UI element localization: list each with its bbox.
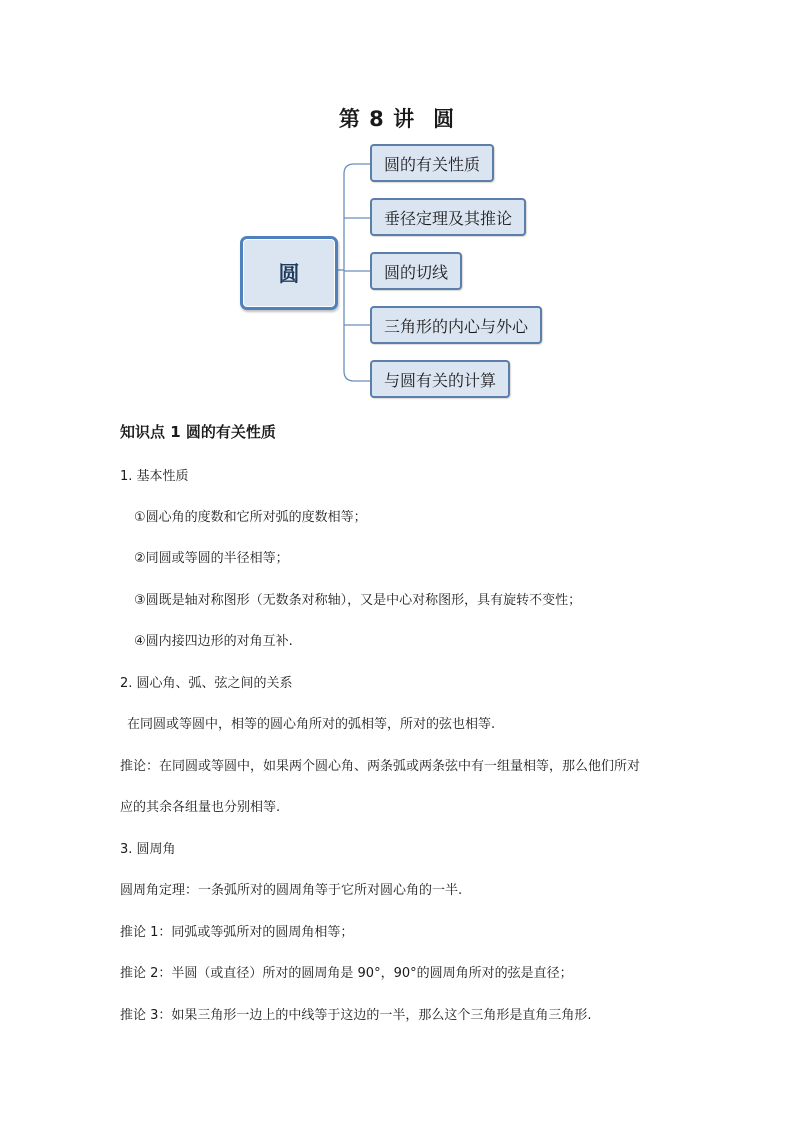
section-heading: 知识点 1 圆的有关性质 xyxy=(120,423,276,441)
inscribed-angle-corollary: 推论 3：如果三角形一边上的中线等于这边的一半，那么这个三角形是直角三角形. xyxy=(120,1008,592,1023)
inscribed-angle-corollary: 推论 2：半圆（或直径）所对的圆周角是 90°，90°的圆周角所对的弦是直径； xyxy=(120,966,573,981)
relationship-corollary: 推论：在同圆或等圆中，如果两个圆心角、两条弧或两条弦中有一组量相等，那么他们所对 xyxy=(120,759,641,774)
lesson-number: 第 8 讲 xyxy=(338,107,416,131)
branch-incenter-circumcenter: 三角形的内心与外心 xyxy=(370,306,542,344)
item-inscribed-angle-title: 3. 圆周角 xyxy=(120,842,176,857)
inscribed-angle-corollary: 推论 1：同弧或等弧所对的圆周角相等； xyxy=(120,925,354,940)
property-point: ②同圆或等圆的半径相等； xyxy=(134,551,289,566)
inscribed-angle-theorem: 圆周角定理：一条弧所对的圆周角等于它所对圆心角的一半. xyxy=(120,883,463,898)
branch-perpendicular-diameter: 垂径定理及其推论 xyxy=(370,198,526,236)
property-point: ①圆心角的度数和它所对弧的度数相等； xyxy=(134,510,367,525)
mind-map-root: 圆 xyxy=(240,236,338,310)
item-basic-properties-title: 1. 基本性质 xyxy=(120,469,189,484)
property-point: ③圆既是轴对称图形（无数条对称轴），又是中心对称图形，具有旋转不变性； xyxy=(134,593,582,608)
branch-tangent: 圆的切线 xyxy=(370,252,462,290)
branch-circle-calculation: 与圆有关的计算 xyxy=(370,360,510,398)
relationship-text: 在同圆或等圆中，相等的圆心角所对的弧相等，所对的弦也相等. xyxy=(127,717,496,732)
branch-circle-properties: 圆的有关性质 xyxy=(370,144,494,182)
relationship-corollary-continued: 应的其余各组量也分别相等. xyxy=(120,800,281,815)
item-relationship-title: 2. 圆心角、弧、弦之间的关系 xyxy=(120,676,293,691)
lesson-name: 圆 xyxy=(433,107,456,131)
mind-map xyxy=(0,0,794,410)
property-point: ④圆内接四边形的对角互补. xyxy=(134,634,293,649)
